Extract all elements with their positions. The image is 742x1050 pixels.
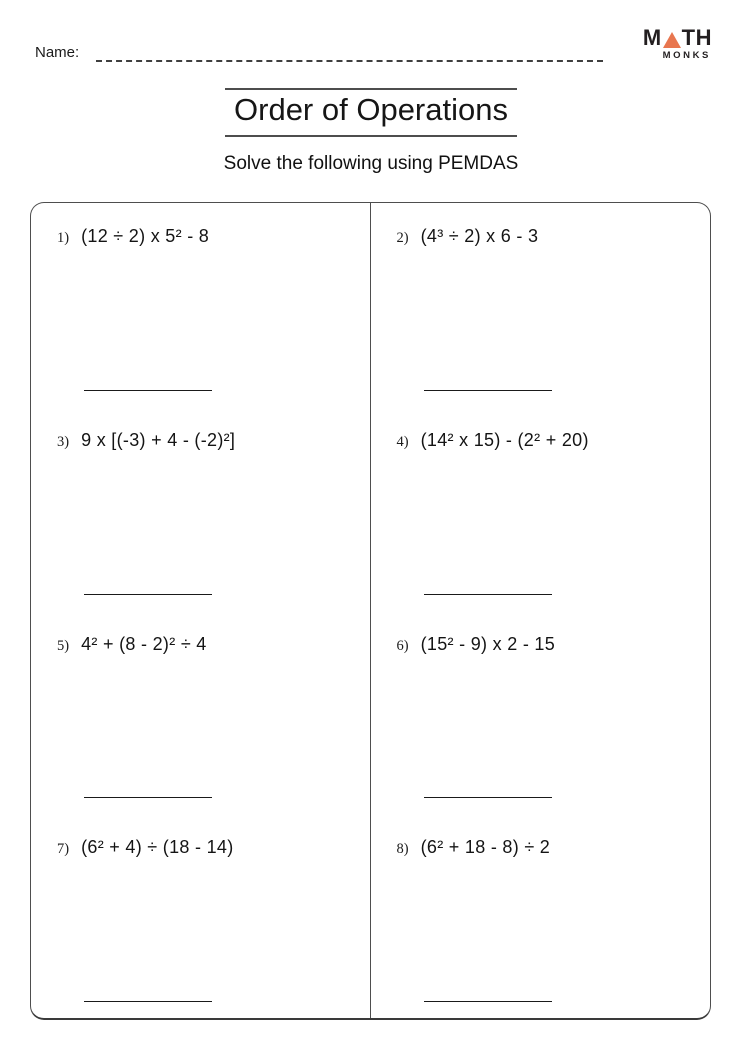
problem-number: 7) (57, 841, 70, 858)
answer-blank (424, 390, 552, 391)
problem-cell-7 (31, 814, 371, 1018)
problem-number: 4) (396, 433, 409, 450)
problem-expression: (4³ ÷ 2) x 6 - 3 (420, 226, 539, 246)
problem-cell-1 (31, 203, 371, 407)
problem-number: 1) (57, 230, 70, 246)
problem-number: 5) (57, 637, 70, 654)
problem-cell-2 (371, 203, 711, 407)
logo-triangle-icon (663, 32, 681, 48)
problem-number: 2) (396, 230, 409, 246)
problem-cell-6 (371, 611, 711, 815)
problem-number: 8) (396, 841, 409, 858)
math-monks-logo (643, 27, 712, 61)
answer-blank (424, 797, 552, 798)
problem-expression: 9 x [(-3) + 4 - (-2)²] (81, 429, 236, 450)
logo-subtext: MONKS (662, 50, 711, 61)
problem-expression: 4² + (8 - 2)² ÷ 4 (81, 633, 207, 654)
problem-expression: (15² - 9) x 2 - 15 (420, 633, 556, 654)
answer-blank (84, 390, 212, 391)
name-label: Name: (35, 44, 80, 61)
problem-expression: (14² x 15) - (2² + 20) (420, 429, 589, 450)
problem-number: 6) (396, 637, 409, 654)
instructions: Solve the following using PEMDAS (223, 153, 519, 174)
answer-blank (424, 1001, 552, 1002)
problem-cell-5 (31, 611, 371, 815)
title-block (225, 88, 517, 137)
problem-cell-8 (371, 814, 711, 1018)
logo-wordmark (643, 27, 712, 49)
column-divider (370, 203, 372, 1018)
problem-cell-3 (31, 407, 371, 611)
answer-blank (84, 797, 212, 798)
logo-letters-th: TH (681, 25, 712, 50)
problem-expression: (6² + 4) ÷ (18 - 14) (81, 837, 234, 858)
problem-expression: (6² + 18 - 8) ÷ 2 (420, 837, 551, 858)
answer-blank (424, 594, 552, 595)
problem-cell-4 (371, 407, 711, 611)
problems-box (30, 202, 711, 1020)
page-title: Order of Operations (234, 92, 508, 127)
answer-blank (84, 594, 212, 595)
answer-blank (84, 1001, 212, 1002)
logo-letter-m: M (642, 25, 662, 50)
name-fill-line (96, 42, 603, 62)
problem-expression: (12 ÷ 2) x 5² - 8 (81, 226, 210, 246)
problem-number: 3) (57, 433, 70, 450)
